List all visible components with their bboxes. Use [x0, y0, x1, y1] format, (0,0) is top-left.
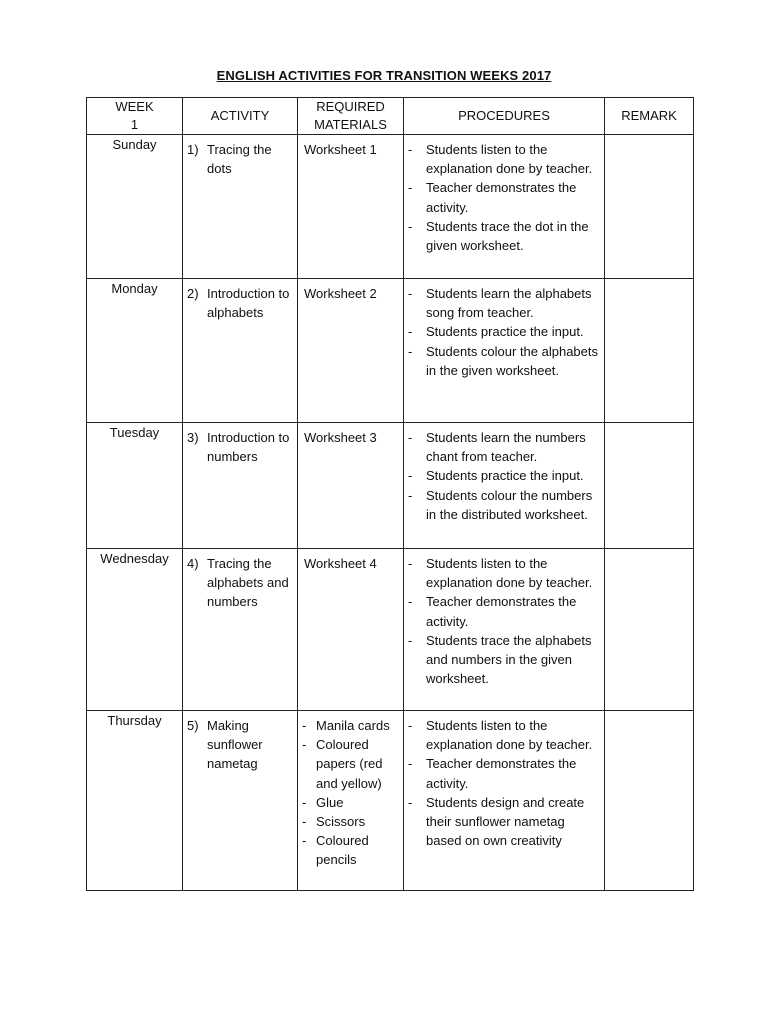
material-item: - Glue: [302, 793, 399, 812]
header-week: [87, 98, 183, 135]
material-text: Scissors: [316, 814, 366, 830]
procedure-text: Students trace the alphabets and numbers in the given worksheet.: [426, 632, 592, 687]
document-title: ENGLISH ACTIVITIES FOR TRANSITION WEEKS 2017: [216, 68, 552, 83]
procedure-text: Students colour the numbers in the distributed worksheet.: [426, 487, 593, 522]
material-text: Manila cards: [316, 718, 390, 733]
activity-cell: [183, 135, 298, 279]
table-row: [87, 711, 694, 891]
procedure-item: - Students practice the input.: [408, 466, 600, 485]
table-body: [87, 135, 694, 891]
procedure-item: - Teacher demonstrates the activity.: [408, 592, 600, 630]
procedure-text: Students design and create their sunflower nametag based on own creativity: [426, 794, 585, 849]
procedure-text: Students learn the numbers chant from teacher.: [426, 430, 586, 465]
table-row: [87, 279, 694, 423]
table-row: [87, 423, 694, 549]
procedure-item: - Teacher demonstrates the activity.: [408, 178, 600, 216]
procedure-text: Students listen to the explanation done by teacher.: [426, 718, 593, 753]
materials-cell: [298, 279, 404, 423]
day-cell: Thursday: [87, 711, 183, 891]
header-week-label: WEEK: [115, 99, 154, 114]
material-item: - Coloured papers (red and yellow): [302, 735, 399, 793]
table-header-row: [87, 98, 694, 135]
procedure-text: Students listen to the explanation done by teacher.: [426, 142, 593, 177]
procedure-item: - Students listen to the explanation done by teacher.: [408, 554, 600, 592]
procedure-text: Teacher demonstrates the activity.: [426, 180, 577, 215]
procedure-item: - Students listen to the explanation done by teacher.: [408, 716, 600, 754]
activity-number: 4): [187, 556, 199, 571]
material-item: - Scissors: [302, 812, 399, 831]
header-week-number: 1: [130, 117, 139, 132]
procedure-item: - Students design and create their sunflower nametag based on own creativity: [408, 793, 600, 851]
procedure-text: Students practice the input.: [426, 468, 584, 484]
material-item: Worksheet 3: [304, 430, 377, 445]
procedure-text: Students trace the dot in the given worksheet.: [426, 218, 589, 254]
header-materials-line1: REQUIRED: [316, 99, 385, 114]
activity-name: Tracing the alphabets and numbers: [207, 556, 289, 610]
material-item: - Coloured pencils: [302, 831, 399, 869]
activities-table: [86, 97, 694, 891]
day-cell: Wednesday: [87, 549, 183, 711]
material-item: Worksheet 4: [304, 556, 377, 571]
procedure-item: - Students learn the alphabets song from teacher.: [408, 284, 600, 322]
procedure-item: - Students trace the alphabets and numbers in the given worksheet.: [408, 631, 600, 689]
materials-cell: [298, 423, 404, 549]
procedure-item: - Students colour the alphabets in the given worksheet.: [408, 342, 600, 380]
procedures-cell: [404, 423, 605, 549]
header-materials-line2: MATERIALS: [314, 117, 387, 132]
header-remark: REMARK: [605, 98, 694, 135]
day-cell: Sunday: [87, 135, 183, 279]
remark-cell: [605, 711, 694, 891]
material-item: - Manila cards: [302, 716, 399, 735]
remark-cell: [605, 135, 694, 279]
procedure-item: - Students practice the input.: [408, 322, 600, 341]
procedures-cell: [404, 711, 605, 891]
procedure-item: - Students trace the dot in the given worksheet.: [408, 217, 600, 255]
remark-cell: [605, 549, 694, 711]
table-row: [87, 135, 694, 279]
procedure-text: Students learn the alphabets song from teacher.: [426, 286, 592, 321]
day-cell: Tuesday: [87, 423, 183, 549]
material-text: Glue: [316, 794, 344, 810]
material-item: Worksheet 2: [304, 286, 377, 301]
activity-name: Introduction to numbers: [207, 430, 290, 465]
procedure-text: Teacher demonstrates the activity.: [426, 594, 577, 629]
table-row: [87, 549, 694, 711]
header-materials: [298, 98, 404, 135]
activity-name: Introduction to alphabets: [207, 286, 290, 321]
activity-cell: [183, 279, 298, 423]
procedure-item: - Students colour the numbers in the distributed worksheet.: [408, 486, 600, 524]
activity-number: 3): [187, 430, 199, 445]
procedures-cell: [404, 135, 605, 279]
day-cell: Monday: [87, 279, 183, 423]
activity-number: 2): [187, 286, 199, 301]
procedure-item: - Students listen to the explanation done by teacher.: [408, 140, 600, 178]
material-text: Coloured pencils: [316, 833, 369, 868]
procedure-item: - Students learn the numbers chant from teacher.: [408, 428, 600, 466]
materials-cell: [298, 135, 404, 279]
remark-cell: [605, 423, 694, 549]
activity-name: Tracing the dots: [207, 142, 272, 177]
procedure-text: Students listen to the explanation done by teacher.: [426, 556, 593, 591]
material-text: Coloured papers (red and yellow): [316, 737, 383, 791]
procedure-text: Students colour the alphabets in the given worksheet.: [426, 343, 599, 378]
header-activity: ACTIVITY: [183, 98, 298, 135]
procedure-text: Teacher demonstrates the activity.: [426, 756, 577, 791]
activity-name: Making sunflower nametag: [207, 718, 263, 772]
header-procedures: PROCEDURES: [404, 98, 605, 135]
procedure-text: Students practice the input.: [426, 324, 584, 340]
materials-cell: [298, 711, 404, 891]
material-item: Worksheet 1: [304, 142, 377, 157]
activity-number: 5): [187, 718, 199, 733]
procedures-cell: [404, 549, 605, 711]
procedure-item: - Teacher demonstrates the activity.: [408, 754, 600, 792]
activity-cell: [183, 711, 298, 891]
procedures-cell: [404, 279, 605, 423]
materials-cell: [298, 549, 404, 711]
activity-cell: [183, 423, 298, 549]
remark-cell: [605, 279, 694, 423]
activity-number: 1): [187, 142, 199, 157]
activity-cell: [183, 549, 298, 711]
